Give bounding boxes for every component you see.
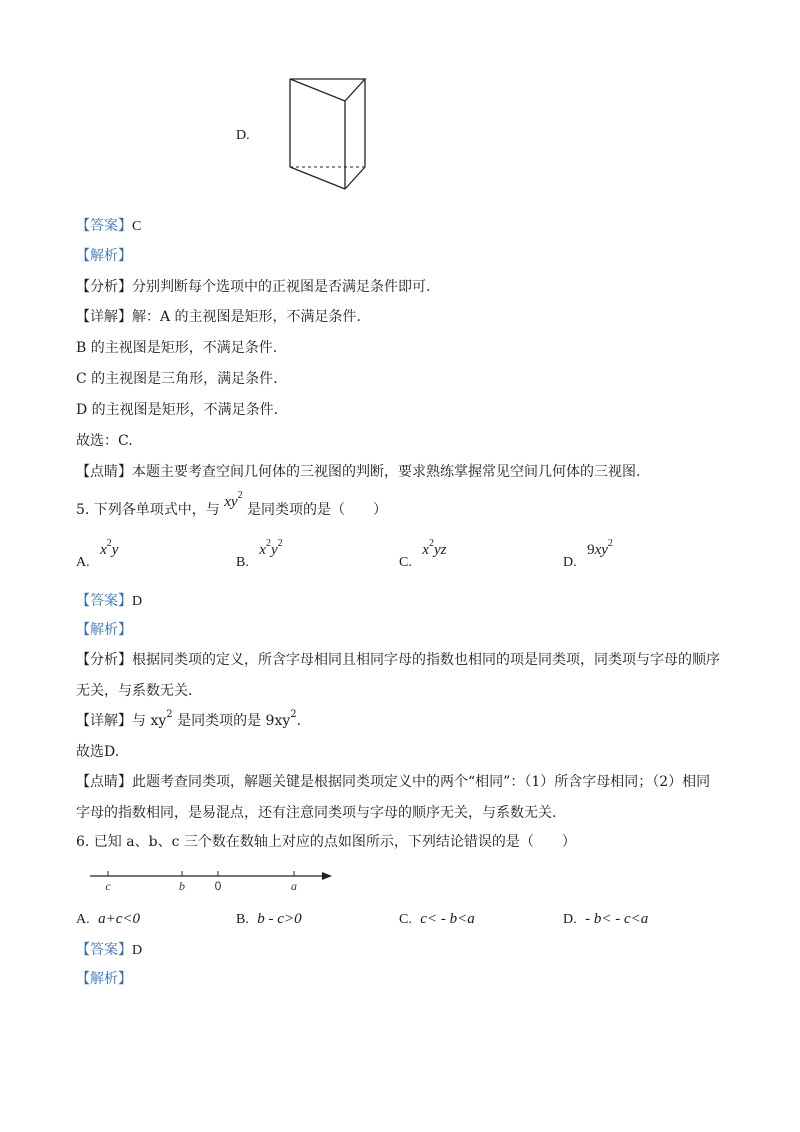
answer-tag: 【答案】: [76, 218, 132, 234]
option-label: D.: [563, 555, 577, 570]
comment-text: 本题主要考查空间几何体的三视图的判断，要求熟练掌握常见空间几何体的三视图.: [132, 464, 641, 480]
jiexi-tag: 【解析】: [76, 971, 132, 987]
option-d: [563, 538, 613, 570]
option-a: [76, 912, 140, 927]
analysis-line-2: 无关，与系数无关.: [76, 683, 193, 699]
option-label: A.: [76, 555, 90, 570]
comment-tag: 【点睛】: [76, 774, 132, 790]
comment-text: 此题考查同类项，解题关键是根据同类项定义中的两个“相同”：（1）所含字母相同；（2）相同: [132, 774, 711, 790]
analysis-text: 分别判断每个选项中的正视图是否满足条件即可.: [132, 279, 431, 295]
option-expr: c< - b<a: [420, 911, 475, 927]
detail-mid: 是同类项的是 9xy: [172, 713, 291, 729]
option-math: $9xy^2$: [587, 538, 613, 558]
analysis-tag: 【分析】: [76, 279, 132, 295]
stem-math: $xy^2$: [224, 490, 243, 510]
jiexi-tag: 【解析】: [76, 622, 132, 638]
comment-line: [76, 775, 710, 789]
option-a: [76, 538, 119, 570]
option-label: C.: [399, 555, 412, 570]
detail-tag: 【详解】: [76, 713, 132, 729]
answer-line: [76, 219, 141, 234]
detail-line: C 的主视图是三角形，满足条件.: [76, 371, 278, 387]
question-6-stem: 6. 已知 a、b、c 三个数在数轴上对应的点如图所示，下列结论错误的是（ ）: [76, 834, 576, 850]
answer-tag: 【答案】: [76, 942, 132, 958]
option-label: B.: [236, 912, 249, 927]
answer-value: D: [132, 943, 143, 958]
option-expr: a+c<0: [98, 911, 140, 927]
option-c: [399, 912, 475, 927]
label-b: b: [179, 879, 185, 893]
label-0: 0: [214, 879, 222, 893]
option-d: [563, 912, 648, 927]
detail-line: 【详解】与 $xy^2$ 是同类项的是 $9xy^2$.: [76, 709, 302, 729]
option-label: D.: [563, 912, 577, 927]
stem-prefix: 5. 下列各单项式中，与: [76, 502, 220, 518]
detail-line: D 的主视图是矩形，不满足条件.: [76, 402, 279, 418]
question-5-stem: [76, 490, 388, 518]
option-d-label: D.: [236, 128, 250, 143]
answer-value: D: [132, 594, 143, 609]
conclusion: 故选：C.: [76, 433, 133, 449]
option-b: [236, 912, 302, 927]
answer-line: [76, 943, 142, 958]
answer-tag: 【答案】: [76, 593, 132, 609]
comment-line: [76, 465, 640, 479]
option-label: B.: [236, 555, 249, 570]
jiexi-tag: 【解析】: [76, 248, 132, 264]
option-math: $x^2y^2$: [259, 538, 283, 558]
analysis-text: 根据同类项的定义，所含字母相同且相同字母的指数也相同的项是同类项，同类项与字母的顺序: [132, 652, 720, 668]
detail-prefix: 与 xy: [132, 713, 167, 729]
comment-tag: 【点睛】: [76, 464, 132, 480]
analysis-line: [76, 280, 430, 294]
option-expr: - b< - c<a: [585, 911, 649, 927]
option-label: A.: [76, 912, 90, 927]
detail-line: [76, 310, 361, 324]
comment-line-2: 字母的指数相同，是易混点，还有注意同类项与字母的顺序无关，与系数无关.: [76, 805, 557, 821]
number-line: [88, 864, 338, 894]
triangular-prism-figure: [285, 74, 375, 194]
detail-tag: 【详解】: [76, 309, 132, 325]
option-c: [399, 538, 447, 570]
stem-suffix: 是同类项的是（ ）: [247, 502, 388, 518]
detail-line: B 的主视图是矩形，不满足条件.: [76, 340, 278, 356]
option-b: [236, 538, 283, 570]
number-line-arrow: [322, 872, 332, 880]
label-c: c: [105, 879, 111, 893]
answer-value: C: [132, 219, 142, 234]
option-label: C.: [399, 912, 412, 927]
conclusion: 故选D.: [76, 744, 120, 760]
option-math: $x^2yz$: [422, 538, 447, 558]
answer-line: [76, 594, 142, 609]
analysis-tag: 【分析】: [76, 652, 132, 668]
label-a: a: [291, 879, 297, 893]
detail-text: 解：A 的主视图是矩形，不满足条件.: [132, 309, 362, 325]
option-math: $x^2y$: [100, 538, 119, 558]
option-expr: b - c>0: [257, 911, 302, 927]
analysis-line: [76, 653, 720, 667]
